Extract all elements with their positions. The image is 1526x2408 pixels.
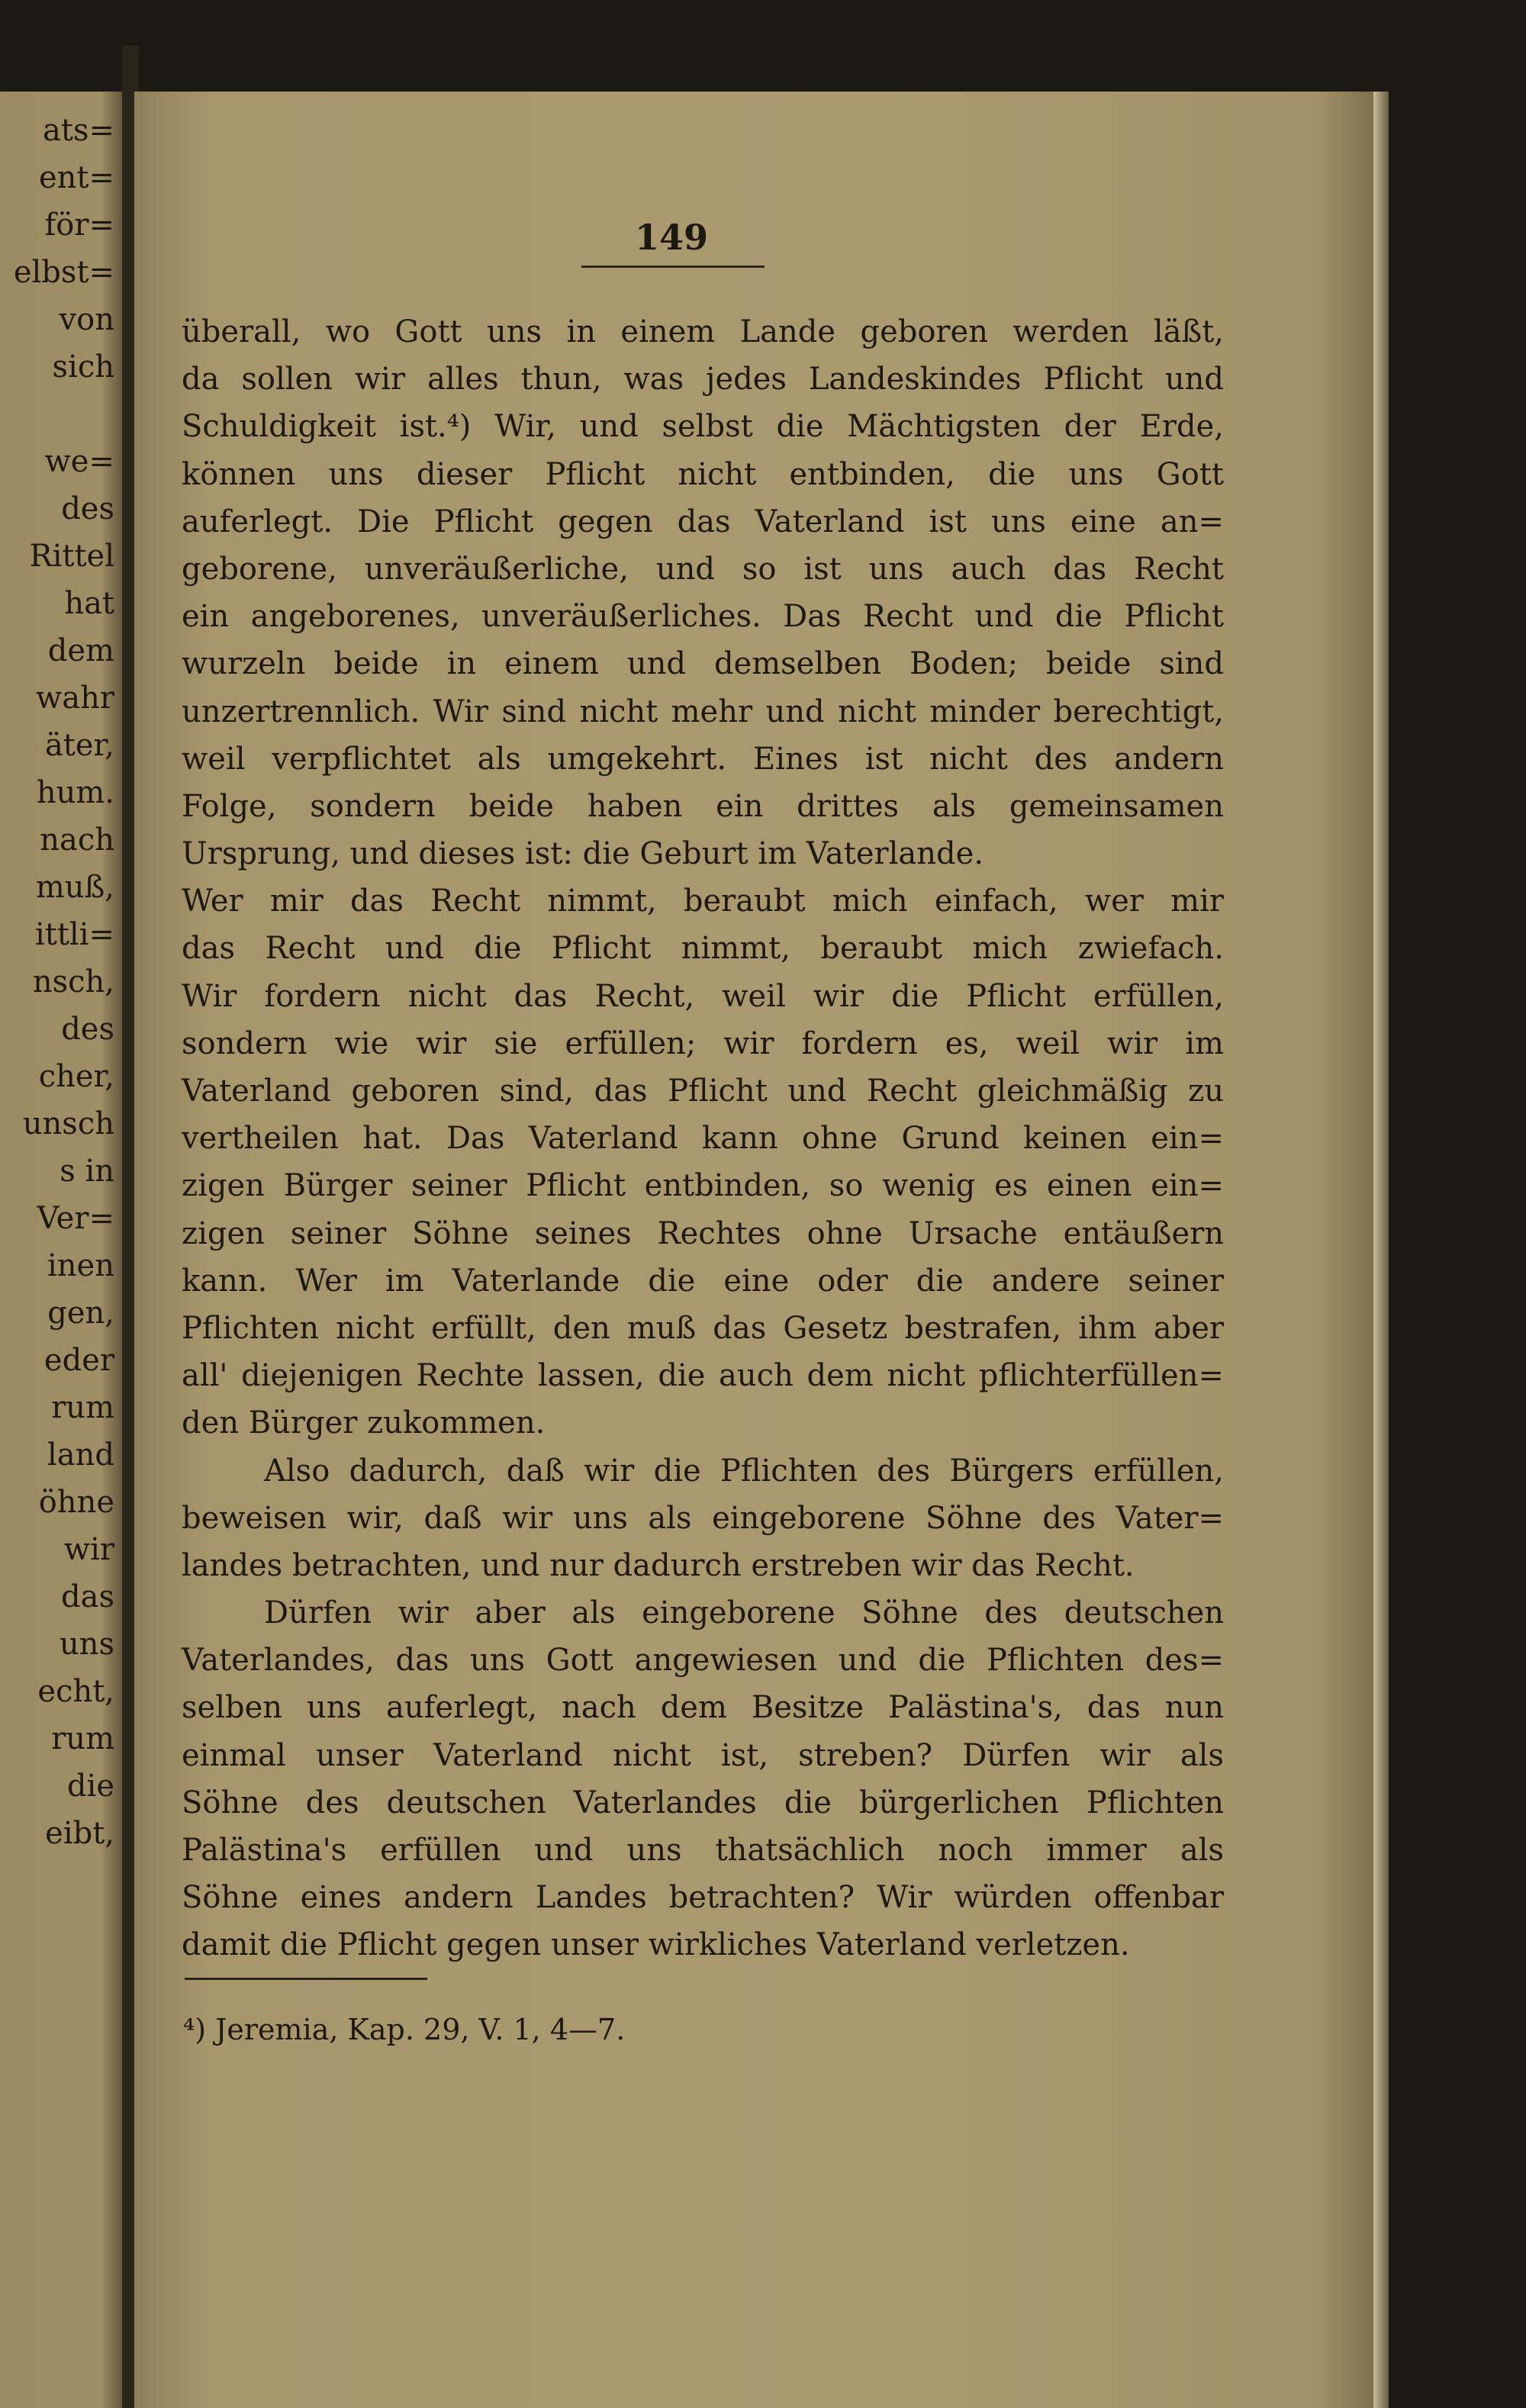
text-line: Ursprung, und dieses ist: die Geburt im Vaterlande. [182, 836, 984, 872]
text-line: ein angeborenes, unveräußerliches. Das Recht und die Pflicht [182, 599, 1224, 635]
previous-page-line: elbst= [13, 255, 114, 290]
text-line: vertheilen hat. Das Vaterland kann ohne Grund keinen ein= [182, 1121, 1224, 1157]
previous-page-line: eibt, [45, 1816, 114, 1851]
text-line: beweisen wir, daß wir uns als eingeborene Söhne des Vater= [182, 1500, 1224, 1536]
previous-page-line: rum [51, 1390, 114, 1425]
previous-page-line: echt, [37, 1674, 114, 1709]
page-number: 149 [634, 217, 709, 258]
previous-page-text [0, 107, 114, 1857]
text-line: Vaterland geboren sind, das Pflicht und Recht gleichmäßig zu [182, 1074, 1224, 1109]
text-line: Also dadurch, daß wir die Pflichten des Bürgers erfüllen, [264, 1453, 1224, 1489]
text-line: sondern wie wir sie erfüllen; wir fordern es, weil wir im [182, 1025, 1224, 1061]
previous-page-line: hum. [36, 775, 114, 810]
text-line: Palästina's erfüllen und uns thatsächlich noch immer als [182, 1833, 1224, 1868]
previous-page-line: unsch [22, 1106, 114, 1141]
text-line: Schuldigkeit ist.⁴) Wir, und selbst die Mächtigsten der Erde, [182, 409, 1224, 445]
text-line: geborene, unveräußerliche, und so ist uns auch das Recht [182, 551, 1224, 587]
previous-page-line: von [59, 302, 114, 337]
text-line: Wer mir das Recht nimmt, beraubt mich einfach, wer mir [182, 884, 1224, 919]
previous-page-line: Ver= [37, 1201, 114, 1236]
previous-page-line: hat [64, 586, 114, 621]
previous-page-line: des [61, 491, 114, 526]
body-text [182, 308, 1224, 1969]
previous-page-line [0, 391, 114, 438]
previous-page-line: muß, [35, 870, 114, 905]
footnote: ⁴) Jeremia, Kap. 29, V. 1, 4—7. [183, 2013, 626, 2046]
previous-page-line: ent= [38, 160, 114, 195]
text-line: landes betrachten, und nur dadurch erstreben wir das Recht. [182, 1547, 1135, 1583]
previous-page-line: äter, [44, 728, 114, 763]
previous-page-line: eder [43, 1343, 114, 1378]
text-line: Söhne eines andern Landes betrachten? Wir würden offenbar [182, 1880, 1224, 1916]
previous-page-line: die [66, 1769, 114, 1804]
text-line: kann. Wer im Vaterlande die eine oder die andere seiner [182, 1263, 1224, 1299]
text-line: Pflichten nicht erfüllt, den muß das Gesetz bestrafen, ihm aber [182, 1310, 1224, 1346]
text-line: den Bürger zukommen. [182, 1405, 546, 1441]
previous-page-line: wahr [36, 681, 114, 716]
previous-page-line: inen [47, 1248, 114, 1283]
text-line: wurzeln beide in einem und demselben Boden; beide sind [182, 646, 1224, 682]
text-line: da sollen wir alles thun, was jedes Landeskindes Pflicht und [182, 362, 1224, 398]
previous-page-line: Rittel [29, 539, 114, 574]
text-line: damit die Pflicht gegen unser wirkliches Vaterland verletzen. [182, 1927, 1130, 1963]
footnote-rule [185, 1978, 427, 1980]
previous-page-line: des [61, 1012, 114, 1047]
previous-page-line: das [61, 1579, 114, 1614]
page-edge [1373, 92, 1389, 2408]
text-line: zigen seiner Söhne seines Rechtes ohne Ursache entäußern [182, 1215, 1224, 1251]
previous-page-line: land [47, 1437, 114, 1473]
previous-page-line: ittli= [34, 917, 114, 952]
previous-page-line: ats= [43, 113, 114, 148]
previous-page-line: sich [52, 349, 114, 385]
previous-page-line: uns [59, 1627, 114, 1662]
text-line: selben uns auferlegt, nach dem Besitze Palästina's, das nun [182, 1690, 1224, 1726]
text-line: Dürfen wir aber als eingeborene Söhne des deutschen [264, 1595, 1224, 1631]
previous-page-line: öhne [38, 1485, 114, 1520]
text-line: all' diejenigen Rechte lassen, die auch dem nicht pflichterfüllen= [182, 1358, 1224, 1394]
page-number-rule [581, 266, 765, 268]
previous-page-line: nach [40, 823, 114, 858]
previous-page-line: nsch, [32, 964, 114, 1000]
previous-page-line: gen, [47, 1296, 114, 1331]
text-line: auferlegt. Die Pflicht gegen das Vaterland ist uns eine an= [182, 504, 1224, 539]
previous-page-line: we= [44, 444, 114, 479]
text-line: weil verpflichtet als umgekehrt. Eines ist nicht des andern [182, 741, 1224, 777]
text-line: können uns dieser Pflicht nicht entbinden, die uns Gott [182, 456, 1224, 492]
text-line: einmal unser Vaterland nicht ist, streben? Dürfen wir als [182, 1737, 1224, 1773]
previous-page-line: cher, [38, 1059, 114, 1094]
text-line: Wir fordern nicht das Recht, weil wir die Pflicht erfüllen, [182, 978, 1224, 1014]
text-line: unzertrennlich. Wir sind nicht mehr und nicht minder berechtigt, [182, 694, 1224, 729]
previous-page-line: dem [47, 633, 114, 668]
text-line: Folge, sondern beide haben ein drittes als gemeinsamen [182, 788, 1224, 824]
text-line: Vaterlandes, das uns Gott angewiesen und die Pflichten des= [182, 1643, 1224, 1679]
previous-page-line: för= [44, 208, 114, 243]
previous-page-line: wir [63, 1532, 114, 1567]
text-line: das Recht und die Pflicht nimmt, beraubt mich zwiefach. [182, 931, 1224, 967]
previous-page-line: rum [51, 1721, 114, 1756]
text-line: Söhne des deutschen Vaterlandes die bürgerlichen Pflichten [182, 1785, 1224, 1820]
text-line: zigen Bürger seiner Pflicht entbinden, so wenig es einen ein= [182, 1168, 1224, 1204]
text-line: überall, wo Gott uns in einem Lande geboren werden läßt, [182, 314, 1224, 349]
previous-page-line: s in [60, 1154, 114, 1189]
